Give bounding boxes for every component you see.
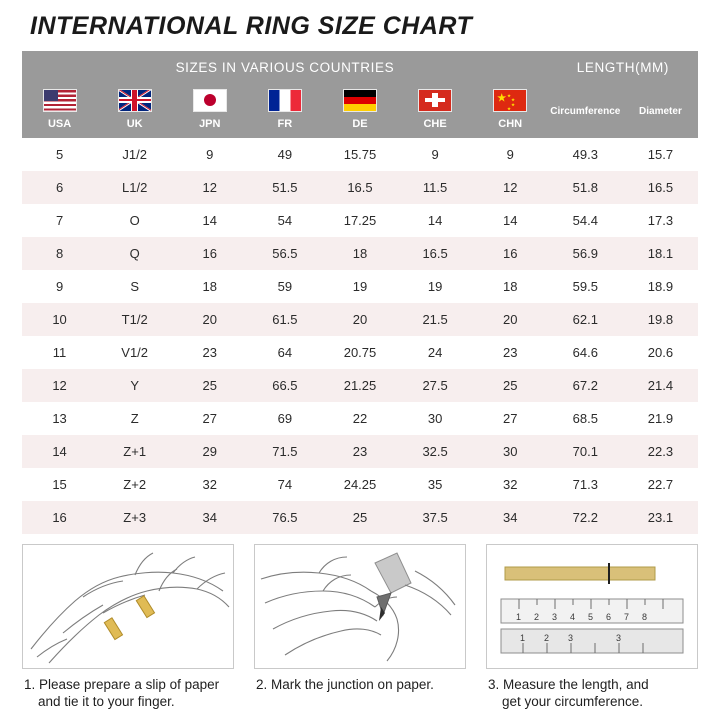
cell-circumference: 67.2 (548, 369, 623, 402)
table-row (22, 237, 698, 270)
us-flag-icon (23, 89, 96, 113)
svg-text:5: 5 (588, 612, 594, 622)
step-3-line1: 3. Measure the length, and (488, 677, 649, 692)
cell-usa: 6 (22, 171, 97, 204)
cell-de: 21.25 (322, 369, 397, 402)
header-col-chn (473, 83, 548, 138)
cell-chn: 30 (473, 435, 548, 468)
cell-chn: 18 (473, 270, 548, 303)
cell-jpn: 25 (172, 369, 247, 402)
cell-chn: 20 (473, 303, 548, 336)
step-3-caption (486, 676, 698, 710)
cell-circumference: 56.9 (548, 237, 623, 270)
cell-uk: Y (97, 369, 172, 402)
header-col-diameter-label: Diameter (639, 106, 682, 117)
cell-usa: 13 (22, 402, 97, 435)
table-row (22, 303, 698, 336)
table-row (22, 171, 698, 204)
header-col-uk-label: UK (126, 117, 143, 130)
cell-diameter: 17.3 (623, 204, 698, 237)
cell-diameter: 18.9 (623, 270, 698, 303)
china-flag-icon: ★ ★ ★ ★ ★ (474, 89, 547, 113)
header-col-usa (22, 83, 97, 138)
cell-de: 15.75 (322, 138, 397, 171)
cell-de: 22 (322, 402, 397, 435)
cell-chn: 34 (473, 501, 548, 534)
table-row (22, 369, 698, 402)
cell-diameter: 16.5 (623, 171, 698, 204)
cell-che: 35 (398, 468, 473, 501)
cell-circumference: 51.8 (548, 171, 623, 204)
cell-de: 23 (322, 435, 397, 468)
header-group-length: LENGTH(MM) (548, 51, 698, 83)
cell-che: 30 (398, 402, 473, 435)
table-row (22, 270, 698, 303)
step-3-line2: get your circumference. (502, 694, 644, 709)
cell-circumference: 62.1 (548, 303, 623, 336)
svg-text:3: 3 (568, 633, 574, 643)
table-row (22, 435, 698, 468)
cell-uk: V1/2 (97, 336, 172, 369)
cell-che: 21.5 (398, 303, 473, 336)
cell-fr: 74 (247, 468, 322, 501)
hand-marking-paper-illustration (254, 544, 466, 669)
cell-usa: 12 (22, 369, 97, 402)
cell-fr: 49 (247, 138, 322, 171)
ruler-measuring-strip-illustration (486, 544, 698, 669)
cell-usa: 16 (22, 501, 97, 534)
cell-chn: 16 (473, 237, 548, 270)
svg-text:3: 3 (616, 633, 622, 643)
svg-text:2: 2 (534, 612, 540, 622)
cell-uk: T1/2 (97, 303, 172, 336)
header-col-de-label: DE (352, 117, 368, 130)
cell-usa: 11 (22, 336, 97, 369)
cell-circumference: 72.2 (548, 501, 623, 534)
cell-chn: 14 (473, 204, 548, 237)
ring-size-table (22, 51, 698, 534)
cell-de: 17.25 (322, 204, 397, 237)
cell-fr: 64 (247, 336, 322, 369)
cell-chn: 9 (473, 138, 548, 171)
cell-chn: 23 (473, 336, 548, 369)
cell-fr: 56.5 (247, 237, 322, 270)
step-1-line1: 1. Please prepare a slip of paper (24, 677, 220, 692)
cell-de: 20.75 (322, 336, 397, 369)
cell-diameter: 20.6 (623, 336, 698, 369)
header-col-chn-label: CHN (498, 117, 523, 130)
cell-jpn: 29 (172, 435, 247, 468)
step-1 (22, 544, 234, 710)
step-2-line1: 2. Mark the junction on paper. (256, 677, 434, 692)
cell-uk: O (97, 204, 172, 237)
cell-diameter: 21.4 (623, 369, 698, 402)
cell-jpn: 34 (172, 501, 247, 534)
svg-text:6: 6 (606, 612, 612, 622)
instructions-section (22, 544, 698, 710)
cell-che: 27.5 (398, 369, 473, 402)
cell-usa: 5 (22, 138, 97, 171)
cell-jpn: 16 (172, 237, 247, 270)
cell-usa: 9 (22, 270, 97, 303)
table-row (22, 501, 698, 534)
header-col-diameter (623, 83, 698, 138)
table-row (22, 402, 698, 435)
uk-flag-icon (98, 89, 171, 113)
cell-usa: 10 (22, 303, 97, 336)
header-subrow (22, 83, 698, 138)
header-col-jpn (172, 83, 247, 138)
hand-with-paper-strip-illustration (22, 544, 234, 669)
cell-jpn: 12 (172, 171, 247, 204)
cell-uk: L1/2 (97, 171, 172, 204)
cell-che: 32.5 (398, 435, 473, 468)
cell-usa: 7 (22, 204, 97, 237)
cell-uk: J1/2 (97, 138, 172, 171)
cell-usa: 8 (22, 237, 97, 270)
cell-che: 19 (398, 270, 473, 303)
cell-circumference: 68.5 (548, 402, 623, 435)
header-group-sizes: SIZES IN VARIOUS COUNTRIES (22, 51, 548, 83)
cell-uk: Q (97, 237, 172, 270)
cell-jpn: 9 (172, 138, 247, 171)
cell-diameter: 21.9 (623, 402, 698, 435)
cell-che: 11.5 (398, 171, 473, 204)
cell-chn: 27 (473, 402, 548, 435)
svg-text:7: 7 (624, 612, 630, 622)
cell-fr: 61.5 (247, 303, 322, 336)
svg-text:2: 2 (544, 633, 550, 643)
cell-de: 20 (322, 303, 397, 336)
header-group-row (22, 51, 698, 83)
cell-che: 24 (398, 336, 473, 369)
cell-de: 25 (322, 501, 397, 534)
table-row (22, 468, 698, 501)
svg-text:3: 3 (552, 612, 558, 622)
cell-uk: Z+1 (97, 435, 172, 468)
step-3 (486, 544, 698, 710)
cell-diameter: 22.3 (623, 435, 698, 468)
step-2-caption (254, 676, 466, 693)
cell-uk: Z+3 (97, 501, 172, 534)
cell-fr: 69 (247, 402, 322, 435)
cell-diameter: 23.1 (623, 501, 698, 534)
cell-chn: 12 (473, 171, 548, 204)
cell-circumference: 70.1 (548, 435, 623, 468)
step-1-line2: and tie it to your finger. (38, 694, 175, 709)
france-flag-icon (248, 89, 321, 113)
cell-fr: 76.5 (247, 501, 322, 534)
cell-uk: S (97, 270, 172, 303)
header-col-che-label: CHE (423, 117, 447, 130)
cell-diameter: 15.7 (623, 138, 698, 171)
cell-usa: 15 (22, 468, 97, 501)
cell-fr: 51.5 (247, 171, 322, 204)
cell-che: 9 (398, 138, 473, 171)
header-col-usa-label: USA (47, 117, 72, 130)
step-1-caption (22, 676, 234, 710)
cell-circumference: 59.5 (548, 270, 623, 303)
cell-chn: 25 (473, 369, 548, 402)
cell-de: 16.5 (322, 171, 397, 204)
table-header (22, 51, 698, 138)
cell-fr: 71.5 (247, 435, 322, 468)
svg-text:8: 8 (642, 612, 648, 622)
cell-che: 37.5 (398, 501, 473, 534)
cell-jpn: 27 (172, 402, 247, 435)
cell-che: 14 (398, 204, 473, 237)
header-col-fr-label: FR (277, 117, 293, 130)
header-col-che (398, 83, 473, 138)
cell-che: 16.5 (398, 237, 473, 270)
header-col-jpn-label: JPN (199, 117, 221, 130)
header-col-circumference (548, 83, 623, 138)
cell-diameter: 19.8 (623, 303, 698, 336)
japan-flag-icon (173, 89, 246, 113)
cell-de: 18 (322, 237, 397, 270)
table-row (22, 336, 698, 369)
cell-fr: 59 (247, 270, 322, 303)
switzerland-flag-icon (399, 89, 472, 113)
cell-jpn: 23 (172, 336, 247, 369)
cell-jpn: 32 (172, 468, 247, 501)
cell-de: 19 (322, 270, 397, 303)
cell-uk: Z (97, 402, 172, 435)
cell-circumference: 49.3 (548, 138, 623, 171)
cell-jpn: 20 (172, 303, 247, 336)
cell-jpn: 18 (172, 270, 247, 303)
header-col-fr (247, 83, 322, 138)
header-col-uk (97, 83, 172, 138)
cell-fr: 54 (247, 204, 322, 237)
table-body (22, 138, 698, 534)
cell-circumference: 64.6 (548, 336, 623, 369)
cell-uk: Z+2 (97, 468, 172, 501)
svg-text:1: 1 (516, 612, 522, 622)
germany-flag-icon (323, 89, 396, 113)
header-col-circumference-label: Circumference (550, 106, 621, 117)
cell-diameter: 18.1 (623, 237, 698, 270)
cell-de: 24.25 (322, 468, 397, 501)
table-row (22, 204, 698, 237)
svg-text:1: 1 (520, 633, 526, 643)
page-title: INTERNATIONAL RING SIZE CHART (30, 12, 473, 40)
cell-fr: 66.5 (247, 369, 322, 402)
cell-diameter: 22.7 (623, 468, 698, 501)
cell-circumference: 54.4 (548, 204, 623, 237)
table-row (22, 138, 698, 171)
cell-jpn: 14 (172, 204, 247, 237)
step-2 (254, 544, 466, 710)
cell-circumference: 71.3 (548, 468, 623, 501)
header-col-de (322, 83, 397, 138)
svg-text:4: 4 (570, 612, 576, 622)
cell-usa: 14 (22, 435, 97, 468)
cell-chn: 32 (473, 468, 548, 501)
